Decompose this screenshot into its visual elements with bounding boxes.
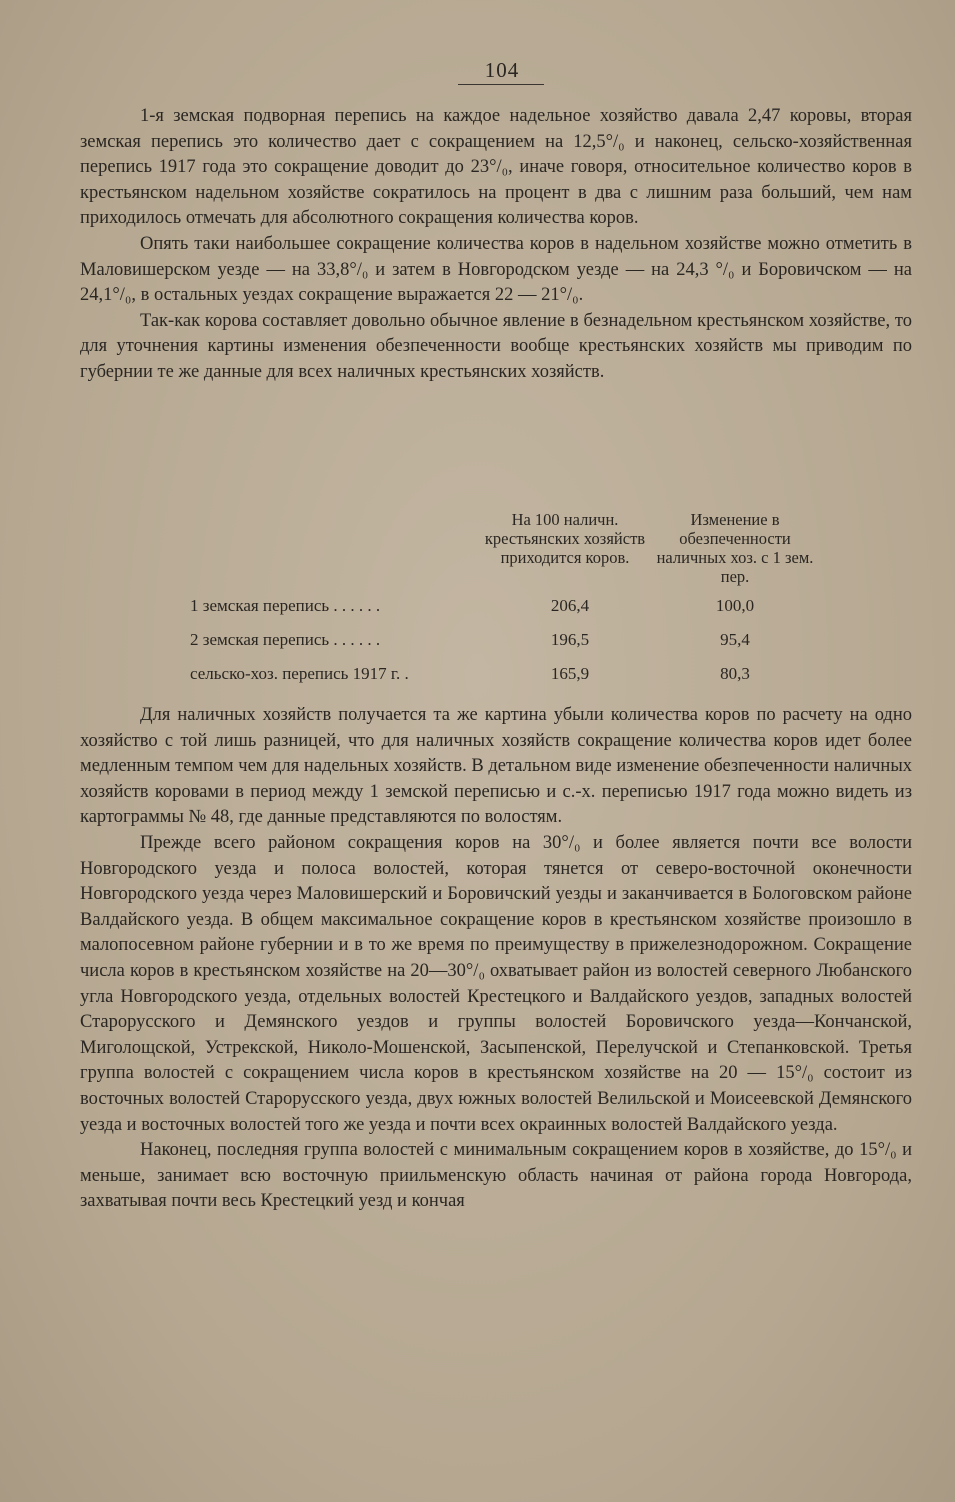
table-header-change: Изменение в обезпеченности наличных хоз. с 1 зем. пер.: [656, 510, 814, 586]
row-value-cows: 206,4: [550, 596, 590, 615]
page-number: 104: [484, 58, 520, 82]
paragraph: 1-я земская подворная перепись на каждое надельное хозяйство давала 2,47 коровы, вторая земская перепись это количество дает с сокращением на 12,5°/₀ и наконец, сельско-хозяйственная перепись 1917 года это сокращение доводит до 23°/₀, иначе говоря, относительное количество коров в крестьянском надельном хозяйстве сократилось на процент в два с лишним раза больший, чем нам приходилось отмечать для абсолютного сокращения количества коров.: [80, 106, 912, 229]
paragraph: Наконец, последняя группа волостей с минимальным сокращением коров в хозяйстве, до 15°/₀ и меньше, занимает всю восточную приильменскую область начиная от района города Новгорода, захватывая почти весь Крестецкий уезд и кончая: [80, 1140, 912, 1212]
paragraph: Для наличных хозяйств получается та же картина убыли количества коров по расчету на одно хозяйство с той лишь разницей, что для наличных хозяйств сокращение количества коров идет более медленным темпом чем для надельных хозяйств. В детальном виде изменение обезпеченности наличных хозяйств коровами в период между 1 земской переписью и с.-х. переписью 1917 года можно видеть из картограммы № 48, где данные представляются по волостям.: [80, 705, 912, 828]
table-row: [80, 630, 912, 658]
row-value-cows: 165,9: [550, 664, 590, 683]
row-value-change: 95,4: [720, 630, 750, 649]
text-block-top: [80, 104, 912, 386]
row-value-change: 100,0: [715, 596, 755, 615]
row-label: 2 земская перепись . . . . . .: [190, 630, 381, 649]
row-value-cows: 196,5: [550, 630, 590, 649]
statistics-table: [80, 498, 912, 698]
table-row: [80, 596, 912, 624]
table-row: [80, 664, 912, 692]
row-value-change: 80,3: [720, 664, 750, 683]
page-number-rule: [458, 84, 544, 85]
paragraph: Прежде всего районом сокращения коров на 30°/₀ и более является почти все волости Новгородского уезда и полоса волостей, которая тянется от северо-восточной оконечности Новгородского уезда через Маловишерский и Боровичский уезды и заканчивается в Бологовском районе Валдайского уезда. В общем максимальное сокращение коров в крестьянском хозяйстве произошло в малопосевном районе губернии и в то же время по преимуществу в прижелезнодорожном. Сокращение числа коров в крестьянском хозяйстве на 20—30°/₀ охватывает район из волостей северного Любанского угла Новгородского уезда, отдельных волостей Крестецкого и Валдайского уездов, западных волостей Старорусского и Демянского уездов и группы волостей Боровичского уезда—Кончанской, Миголощской, Устрекской, Николо-Мошенской, Засыпенской, Перелучской и Степанковской. Третья группа волостей с сокращением числа коров в крестьянском хозяйстве на 20 — 15°/₀ состоит из восточных волостей Старорусского уезда, двух южных волостей Велильской и Моисеевской Демянского уезда и восточных волостей того же уезда и почти всех окраинных волостей Валдайского уезда.: [80, 832, 912, 1135]
row-label: сельско-хоз. перепись 1917 г. .: [190, 664, 409, 683]
text-block-bottom: [80, 703, 912, 1215]
table-header-cows-per-100: На 100 наличн. крестьянских хозяйств приходится коров.: [484, 510, 646, 567]
paragraph: Так-как корова составляет довольно обычное явление в безнадельном крестьянском хозяйстве, то для уточнения картины изменения обезпеченности вообще крестьянских хозяйств мы приводим по губернии те же данные для всех наличных крестьянских хозяйств.: [80, 310, 912, 382]
row-label: 1 земская перепись . . . . . .: [190, 596, 381, 615]
paragraph: Опять таки наибольшее сокращение количества коров в надельном хозяйстве можно отметить в Маловишерском уезде — на 33,8°/₀ и затем в Новгородском уезде — на 24,3 °/₀ и Боровичском — на 24,1°/₀, в остальных уездах сокращение выражается 22 — 21°/₀.: [80, 233, 912, 306]
